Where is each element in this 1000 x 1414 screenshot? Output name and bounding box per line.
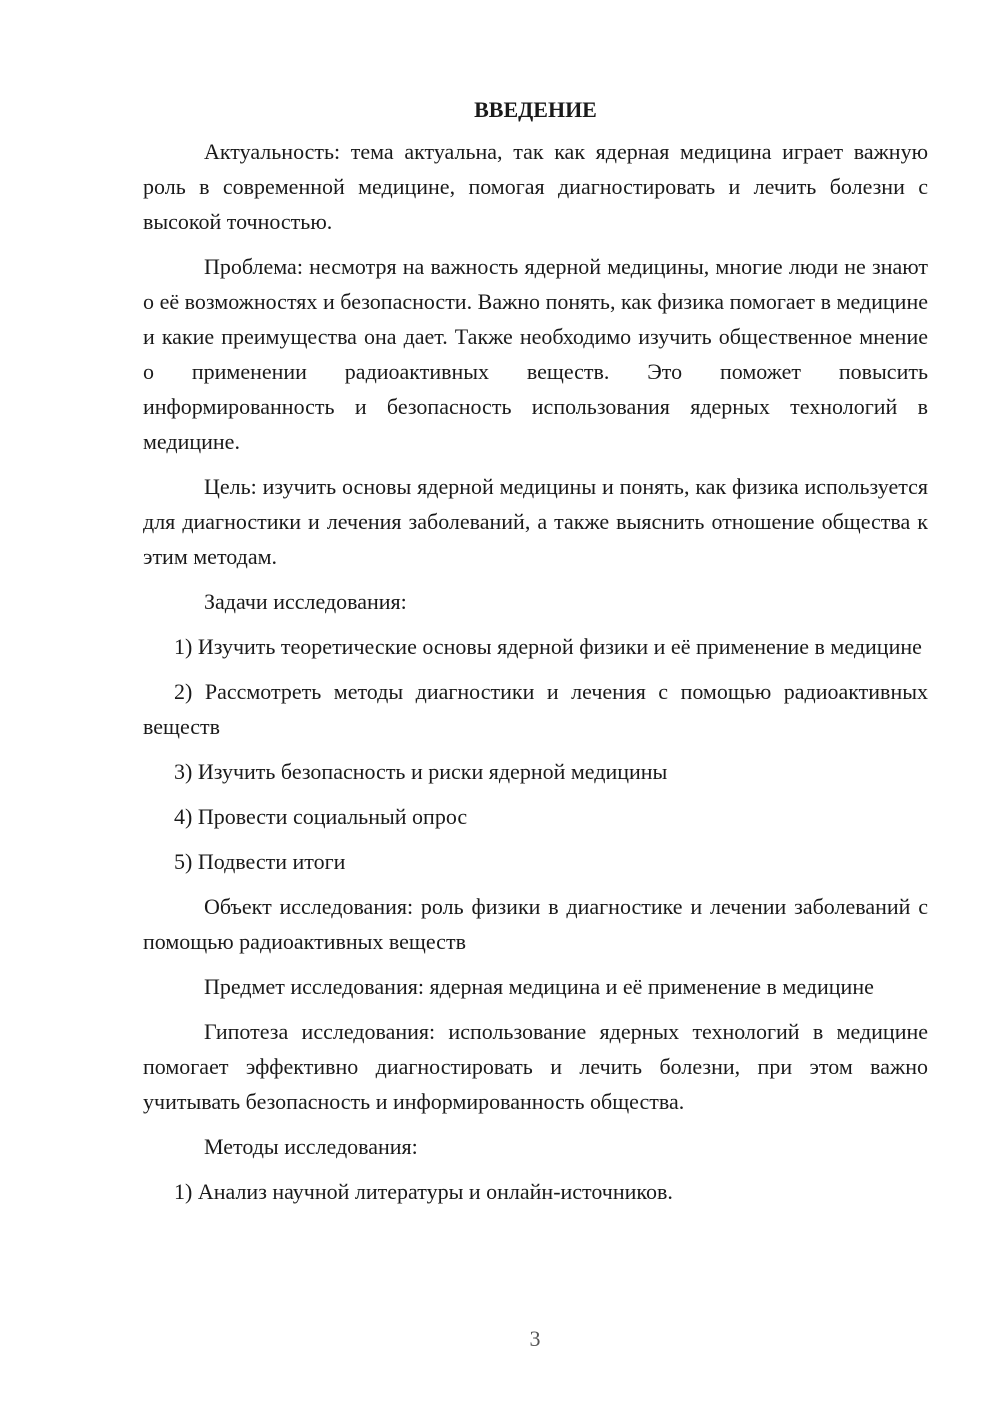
object-paragraph: Объект исследования: роль физики в диагностике и лечении заболеваний с помощью радиоактивных веществ: [143, 894, 928, 954]
hypothesis-paragraph: Гипотеза исследования: использование ядерных технологий в медицине помогает эффективно диагностировать и лечить болезни, при этом важно учитывать безопасность и информированность общества.: [143, 1019, 928, 1114]
task-item-5: 5) Подвести итоги: [174, 849, 346, 874]
page-title: ВВЕДЕНИЕ: [474, 97, 597, 122]
page-number: 3: [529, 1326, 541, 1351]
subject-paragraph: Предмет исследования: ядерная медицина и её применение в медицине: [204, 974, 874, 999]
problem-paragraph: Проблема: несмотря на важность ядерной медицины, многие люди не знают о её возможностях и безопасности. Важно понять, как физика помогает в медицине и какие преимущества она дает. Также необходимо изучить общественное мнение о применении радиоактивных веществ. Это поможет повысить информированность и безопасность использования ядерных технологий в медицине.: [143, 254, 928, 454]
page-content: [143, 96, 928, 1219]
task-item-3: 3) Изучить безопасность и риски ядерной медицины: [174, 759, 668, 784]
task-item-1: 1) Изучить теоретические основы ядерной физики и её применение в медицине: [174, 634, 922, 659]
task-item-4: 4) Провести социальный опрос: [174, 804, 468, 829]
method-item-1: 1) Анализ научной литературы и онлайн-источников.: [174, 1179, 673, 1204]
relevance-paragraph: Актуальность: тема актуальна, так как ядерная медицина играет важную роль в современной медицине, помогая диагностировать и лечить болезни с высокой точностью.: [143, 139, 928, 234]
methods-heading: Методы исследования:: [204, 1134, 418, 1159]
goal-paragraph: Цель: изучить основы ядерной медицины и понять, как физика используется для диагностики и лечения заболеваний, а также выяснить отношение общества к этим методам.: [143, 474, 928, 569]
tasks-heading: Задачи исследования:: [204, 589, 407, 614]
task-item-2: 2) Рассмотреть методы диагностики и лечения с помощью радиоактивных веществ: [143, 679, 928, 739]
